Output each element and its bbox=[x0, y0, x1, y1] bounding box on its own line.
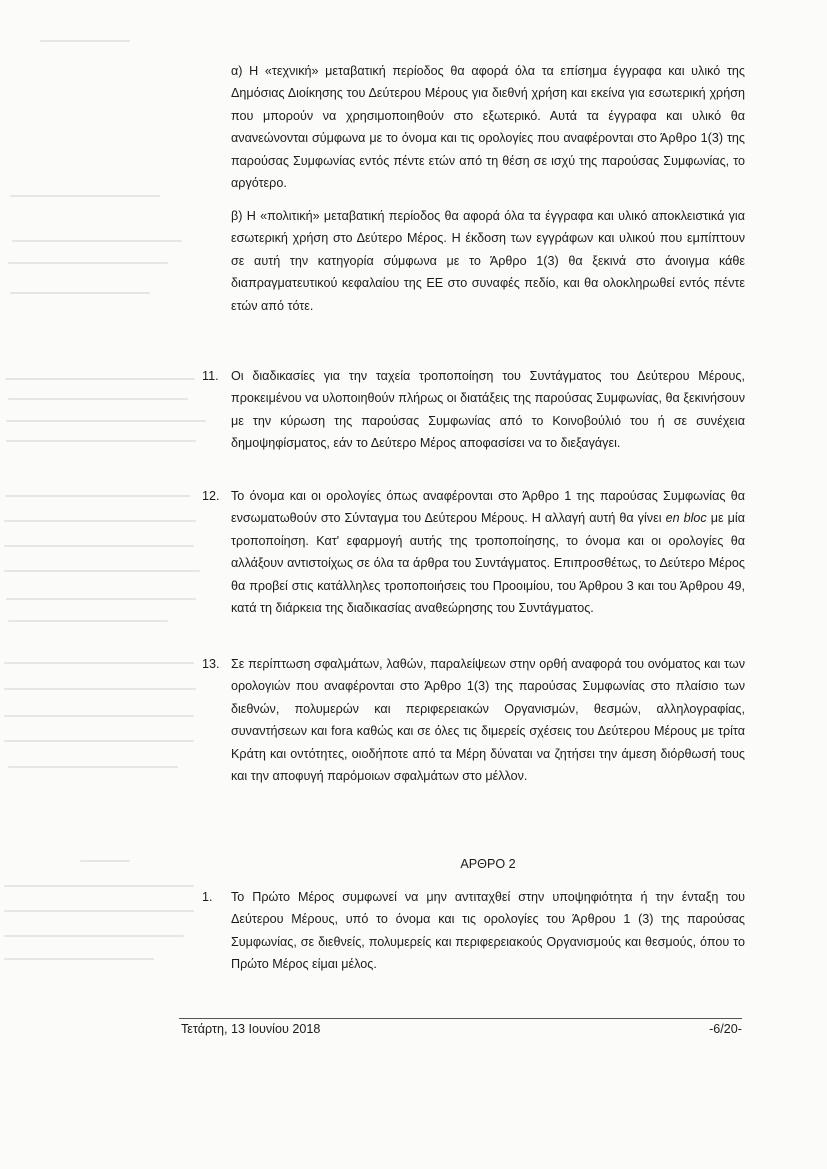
item-number: 1. bbox=[202, 890, 213, 904]
item-text: Οι διαδικασίες για την ταχεία τροποποίηση του Συντάγματος του Δεύτερου Μέρους, προκειμένου να υλοποιηθούν πλήρως οι διατάξεις της παρούσας Συμφωνίας, θα ξεκινήσουν με την κύρωση της παρούσας Συμφωνίας από το Κοινοβούλιό του ή σε συνέχεια δημοψηφίσματος, εάν το Δεύτερο Μέρος αποφασίσει να το διεξαγάγει. bbox=[231, 369, 745, 451]
item-number: 11. bbox=[202, 369, 219, 383]
page-number: -6/20- bbox=[709, 1022, 742, 1036]
paragraph-a: α) Η «τεχνική» μεταβατική περίοδος θα αφορά όλα τα επίσημα έγγραφα και υλικό της Δημόσιας Διοίκησης του Δεύτερου Μέρους για διεθνή χρήση και εκείνα για εσωτερική χρήση που μπορούν να χρησιμοποιηθούν στο εξωτερικό. Αυτά τα έγγραφα και υλικό θα ανανεώνονται σύμφωνα με το όνομα και τις ορολογίες που αναφέρονται στο Άρθρο 1(3) της παρούσας Συμφωνίας εντός πέντε ετών από τη θέση σε ισχύ της παρούσας Συμφωνίας, το αργότερο. bbox=[231, 64, 745, 191]
item-text: Το Πρώτο Μέρος συμφωνεί να μην αντιταχθεί στην υποψηφιότητα ή την ένταξη του Δεύτερου Μέρους, υπό το όνομα και τις ορολογίες του Άρθρου 1 (3) της παρούσας Συμφωνίας, σε διεθνείς, πολυμερείς και περιφερειακούς Οργανισμούς και θεσμούς, όπου το Πρώτο Μέρος είμαι μέλος. bbox=[231, 890, 745, 972]
paragraph-b: β) Η «πολιτική» μεταβατική περίοδος θα αφορά όλα τα έγγραφα και υλικό αποκλειστικά για εσωτερική χρήση στο Δεύτερο Μέρος. Η έκδοση των εγγράφων και υλικού που εμπίπτουν σε αυτή την κατηγορία σύμφωνα με το Άρθρο 1(3) θα ξεκινά στο άνοιγμα κάθε διαπραγματευτικού κεφαλαίου της ΕΕ στο συναφές πεδίο, και θα ολοκληρωθεί εντός πέντε ετών από τότε. bbox=[231, 209, 745, 313]
item-number: 13. bbox=[202, 657, 220, 671]
item-text-part: με μία τροποποίηση. Κατ' εφαρμογή αυτής της τροποποίησης, το όνομα και οι ορολογίες θα αλλάξουν αντιστοίχως σε όλα τα άρθρα του Συντάγματος. Επιπροσθέτως, το Δεύτερο Μέρος θα προβεί στις κατάλληλες τροποποιήσεις του Προοιμίου, του Άρθρου 3 και του Άρθρου 49, κατά τη διάρκεια της διαδικασίας αναθεώρησης του Συντάγματος. bbox=[231, 511, 745, 616]
item-number: 12. bbox=[202, 489, 220, 503]
item-text-italic: en bloc bbox=[665, 511, 707, 526]
item-text-part: Το όνομα και οι ορολογίες όπως αναφέρονται στο Άρθρο 1 της παρούσας Συμφωνίας θα ενσωματωθούν στο Σύνταγμα του Δεύτερου Μέρους. Η αλλαγή αυτή θα γίνει bbox=[231, 489, 745, 526]
item-text bbox=[231, 485, 745, 619]
item-text: Σε περίπτωση σφαλμάτων, λαθών, παραλείψεων στην ορθή αναφορά του ονόματος και των ορολογιών που αναφέρονται στο Άρθρο 1(3) της παρούσας Συμφωνίας στο πλαίσιο των διεθνών, πολυμερών και περιφερειακών Οργανισμών, θεσμών, αλληλογραφίας, συναντήσεων και fora καθώς και σε όλες τις διμερείς σχέσεις του Δεύτερου Μέρους με τρίτα Κράτη και οντότητες, οιοδήποτε από τα Μέρη δύναται να ζητήσει την άμεση διόρθωσή τους και την αποφυγή παρόμοιων σφαλμάτων στο μέλλον. bbox=[231, 657, 745, 784]
article-heading: ΑΡΘΡΟ 2 bbox=[460, 857, 516, 871]
footer-date: Τετάρτη, 13 Ιουνίου 2018 bbox=[181, 1022, 321, 1036]
